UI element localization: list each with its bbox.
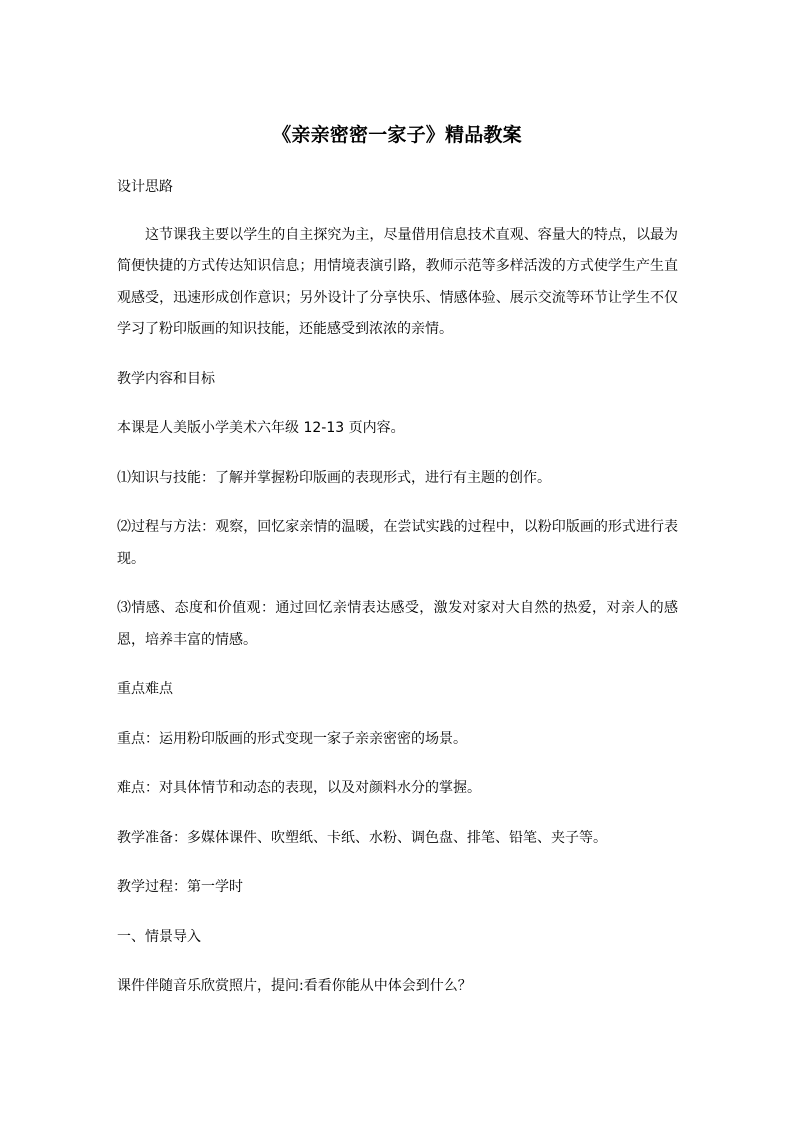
document-body [117, 172, 678, 1021]
goal-process-methods: ⑵过程与方法：观察，回忆家亲情的温暖，在尝试实践的过程中，以粉印版画的形式进行表现。 [117, 519, 678, 567]
document-title: 《亲亲密密一家子》精品教案 [272, 124, 522, 146]
content-heading: 教学内容和目标 [117, 370, 215, 387]
content-intro: 本课是人美版小学美术六年级 12-13 页内容。 [117, 420, 405, 436]
step-one-text: 课件伴随音乐欣赏照片，提问:看看你能从中体会到什么？ [117, 978, 472, 994]
difficulty-point: 难点：对具体情节和动态的表现，以及对颜料水分的掌握。 [117, 780, 481, 796]
goal-knowledge-skills: ⑴知识与技能：了解并掌握粉印版画的表现形式，进行有主题的创作。 [117, 469, 551, 486]
goal-emotion-values: ⑶情感、态度和价值观：通过回忆亲情表达感受，激发对家对大自然的热爱，对亲人的感恩，培养丰富的情感。 [117, 600, 678, 648]
design-paragraph: 这节课我主要以学生的自主探究为主，尽量借用信息技术直观、容量大的特点，以最为简便快捷的方式传达知识信息；用情境表演引路，教师示范等多样活泼的方式使学生产生直观感受，迅速形成创作意识；另外设计了分享快乐、情感体验、展示交流等环节让学生不仅学习了粉印版画的知识技能，还能感受到浓浓的亲情。 [117, 226, 678, 337]
teaching-process: 教学过程：第一学时 [117, 879, 243, 895]
key-point: 重点：运用粉印版画的形式变现一家子亲亲密密的场景。 [117, 730, 467, 747]
design-heading: 设计思路 [117, 179, 173, 195]
key-difficulty-heading: 重点难点 [117, 681, 173, 697]
step-one-heading: 一、情景导入 [117, 928, 201, 945]
teaching-preparation: 教学准备：多媒体课件、吹塑纸、卡纸、水粉、调色盘、排笔、铅笔、夹子等。 [117, 829, 607, 846]
